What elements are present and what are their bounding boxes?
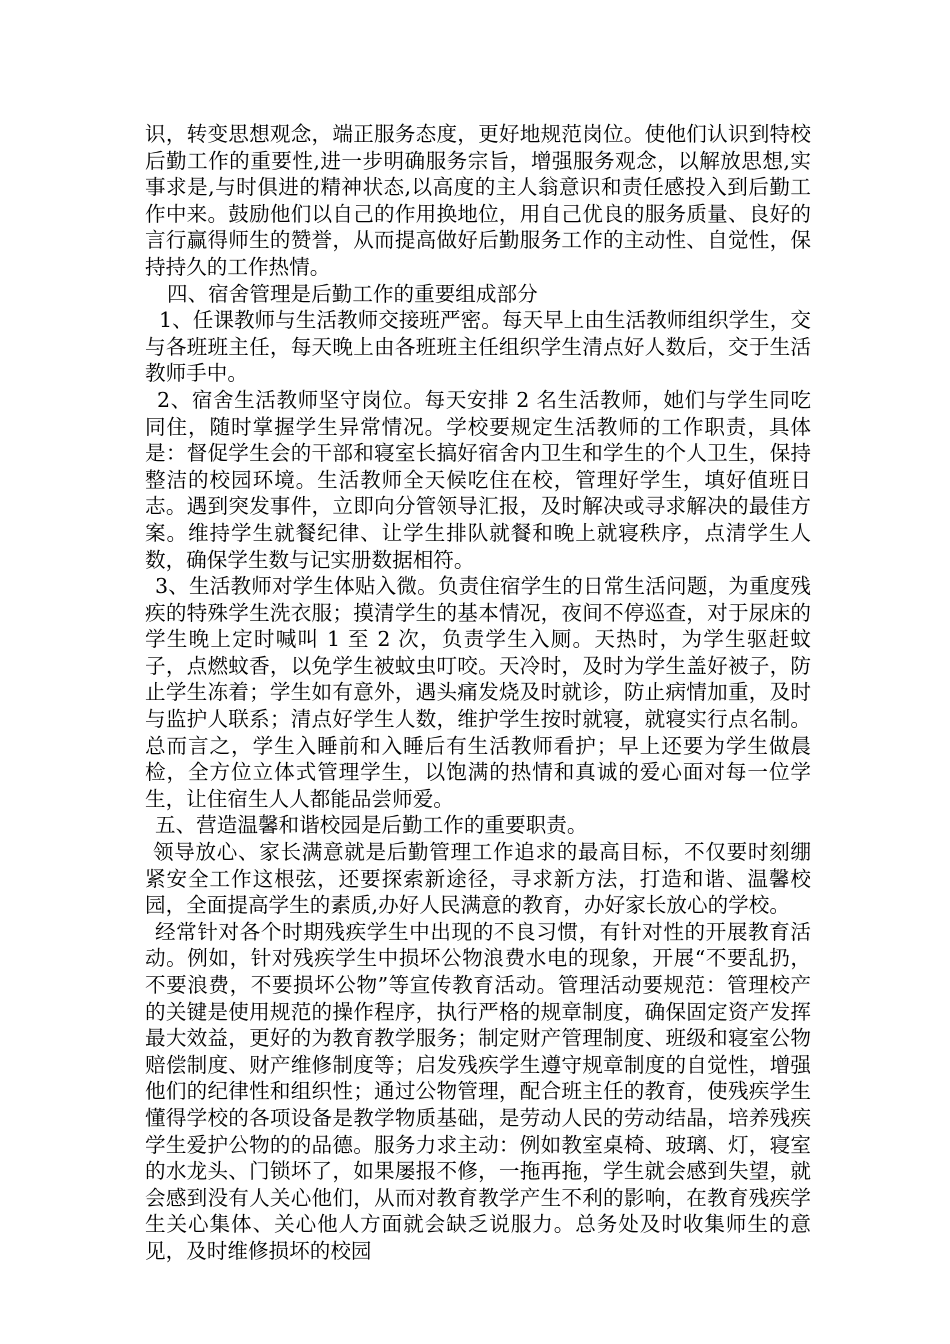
paragraph-item-3: 3、生活教师对学生体贴入微。负责住宿学生的日常生活问题，为重度残疾的特殊学生洗衣服；摸清学生的基本情况，夜间不停巡查，对于尿床的学生晚上定时喊叫 1 至 2 次，负责学生入厕。天热时，为学生驱赶蚊子，点燃蚊香，以免学生被蚊虫叮咬。天冷时，及时为学生盖好被子，防止学生冻着；学生如有意外，遇头痛发烧及时就诊，防止病情加重，及时与监护人联系；清点好学生人数，维护学生按时就寝，就寝实行点名制。总而言之，学生入睡前和入睡后有生活教师看护；早上还要为学生做晨检，全方位立体式管理学生，以饱满的热情和真诚的爱心面对每一位学生，让住宿生人人都能品尝师爱。 xyxy=(145,574,811,811)
document-page xyxy=(145,121,811,1265)
paragraph-goal: 领导放心、家长满意就是后勤管理工作追求的最高目标，不仅要时刻绷紧安全工作这根弦，还要探索新途径，寻求新方法，打造和谐、温馨校园，全面提高学生的素质,办好人民满意的教育，办好家长放心的学校。 xyxy=(145,840,811,918)
paragraph-education: 经常针对各个时期残疾学生中出现的不良习惯，有针对性的开展教育活动。例如，针对残疾学生中损坏公物浪费水电的现象，开展“不要乱扔，不要浪费，不要损坏公物”等宣传教育活动。管理活动要规范：管理校产的关键是使用规范的操作程序，执行严格的规章制度，确保固定资产发挥最大效益，更好的为教育教学服务；制定财产管理制度、班级和寝室公物赔偿制度、财产维修制度等；启发残疾学生遵守规章制度的自觉性，增强他们的纪律性和组织性；通过公物管理，配合班主任的教育，使残疾学生懂得学校的各项设备是教学物质基础，是劳动人民的劳动结晶，培养残疾学生爱护公物的的品德。服务力求主动：例如教室桌椅、玻璃、灯，寝室的水龙头、门锁坏了，如果屡报不修，一拖再拖，学生就会感到失望，就会感到没有人关心他们，从而对教育教学产生不利的影响，在教育残疾学生关心集体、关心他人方面就会缺乏说服力。总务处及时收集师生的意见，及时维修损坏的校园 xyxy=(145,919,811,1263)
section-heading-dormitory: 四、宿舍管理是后勤工作的重要组成部分 xyxy=(167,281,538,306)
section-heading-campus: 五、营造温馨和谐校园是后勤工作的重要职责。 xyxy=(155,813,588,838)
paragraph-continuation: 识，转变思想观念，端正服务态度，更好地规范岗位。使他们认识到特校后勤工作的重要性,进一步明确服务宗旨，增强服务观念，以解放思想,实事求是,与时俱进的精神状态,以高度的主人翁意识和责任感投入到后勤工作中来。鼓励他们以自己的作用换地位，用自己优良的服务质量、良好的言行赢得师生的赞誉，从而提高做好后勤服务工作的主动性、自觉性，保持持久的工作热情。 xyxy=(145,122,811,279)
paragraph-item-1: 1、任课教师与生活教师交接班严密。每天早上由生活教师组织学生，交与各班班主任，每天晚上由各班班主任组织学生清点好人数后，交于生活教师手中。 xyxy=(145,308,811,386)
paragraph-item-2: 2、宿舍生活教师坚守岗位。每天安排 2 名生活教师，她们与学生同吃同住，随时掌握学生异常情况。学校要规定生活教师的工作职责，具体是：督促学生会的干部和寝室长搞好宿舍内卫生和学生的个人卫生，保持整洁的校园环境。生活教师全天候吃住在校，管理好学生，填好值班日志。遇到突发事件，立即向分管领导汇报，及时解决或寻求解决的最佳方案。维持学生就餐纪律、让学生排队就餐和晚上就寝秩序，点清学生人数，确保学生数与记实册数据相符。 xyxy=(145,387,811,572)
